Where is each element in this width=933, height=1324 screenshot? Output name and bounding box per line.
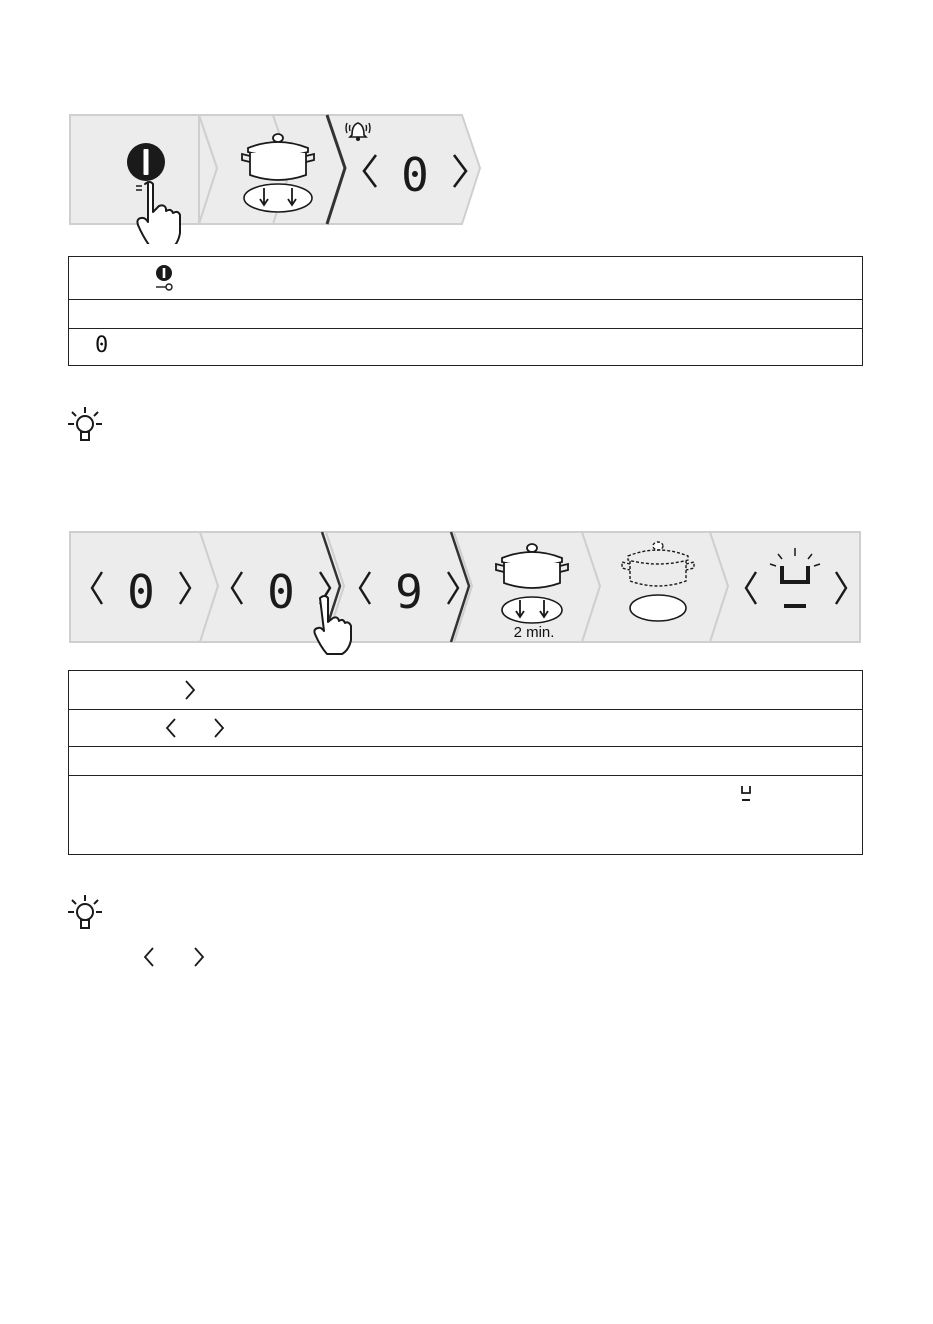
flashing-u-icon (738, 544, 854, 624)
level-digit: 9 (395, 565, 423, 616)
power-button-touch-icon (112, 136, 192, 244)
level-digit: 0 (267, 565, 295, 616)
table-row (69, 710, 863, 747)
power-lock-icon (153, 264, 177, 294)
level-digit: 0 (127, 565, 155, 616)
chevron-left-right-icon (165, 717, 229, 739)
table-row (69, 671, 863, 710)
bell-icon (344, 117, 372, 143)
level-digit: 0 (401, 148, 429, 201)
level-display-step-3 (354, 560, 466, 616)
lightbulb-icon (66, 404, 104, 444)
pot-removed-icon (614, 538, 706, 628)
table-row (69, 776, 863, 855)
instruction-table-2 (68, 670, 863, 855)
timer-label: 2 min. (513, 624, 555, 641)
pot-on-zone-icon (488, 540, 580, 628)
table-row (69, 329, 863, 366)
table-row (69, 300, 863, 329)
lightbulb-icon (66, 892, 104, 932)
chevron-right-icon (183, 679, 197, 701)
chevron-left-right-icon (142, 946, 208, 968)
instruction-table-1 (68, 256, 863, 366)
finger-touch-icon (308, 594, 354, 658)
digit-symbol: 0 (95, 333, 109, 358)
table-row (69, 747, 863, 776)
pot-on-zone-icon (234, 126, 326, 216)
level-display-step-1 (86, 560, 198, 616)
table-row (69, 257, 863, 300)
level-display-1 (360, 145, 472, 201)
u-symbol-icon (739, 784, 753, 804)
